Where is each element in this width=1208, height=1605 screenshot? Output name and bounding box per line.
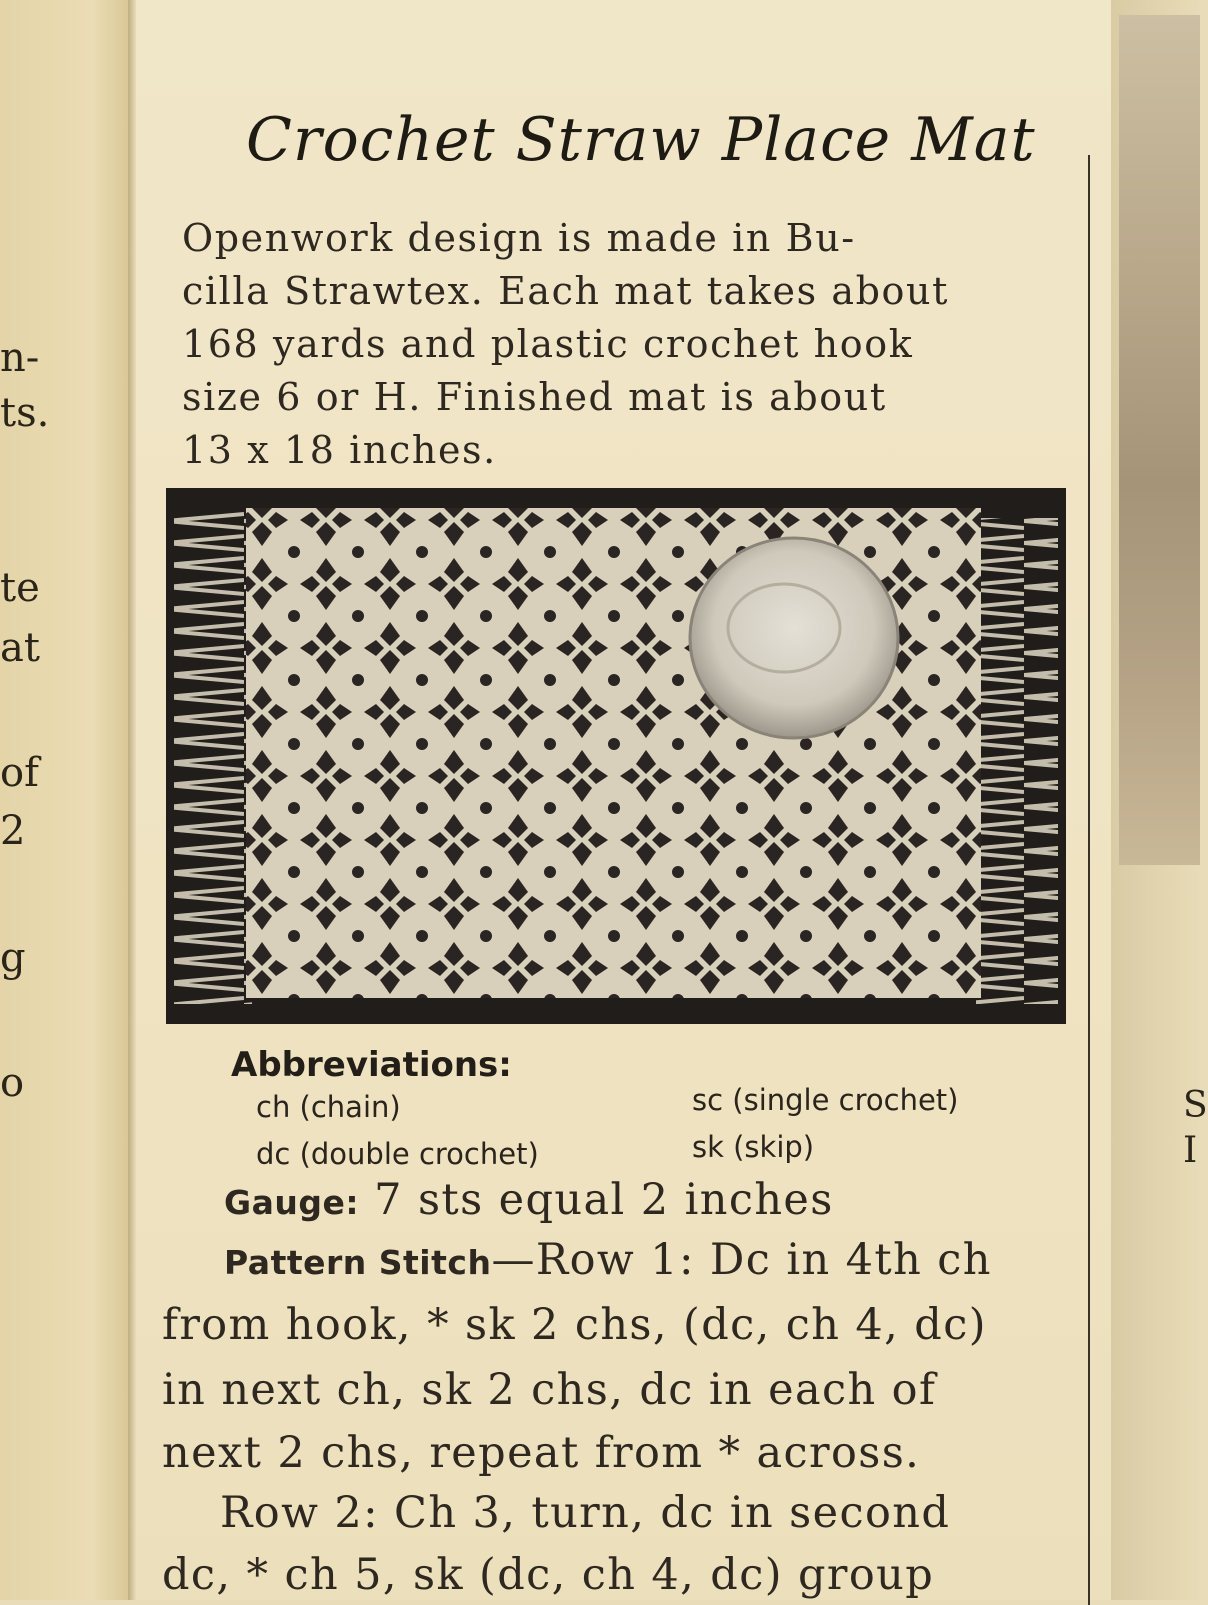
main-page: [136, 0, 1111, 1600]
left-fragment: ts.: [0, 390, 50, 436]
left-fragment: te: [0, 565, 40, 611]
pattern-line: Row 2: Ch 3, turn, dc in second: [220, 1488, 951, 1538]
left-fragment: n-: [0, 335, 40, 381]
pattern-line: [224, 1235, 1104, 1285]
left-fragment: g: [0, 935, 26, 981]
right-fragment: S: [1183, 1085, 1208, 1126]
left-fragment: 2: [0, 808, 26, 854]
abbreviation-item: sc (single crochet): [692, 1083, 959, 1117]
pattern-text: —Row 1: Dc in 4th ch: [491, 1235, 992, 1285]
intro-line: cilla Strawtex. Each mat takes about: [182, 269, 949, 313]
gauge-label: Gauge:: [224, 1183, 360, 1222]
intro-line: 13 x 18 inches.: [182, 428, 497, 472]
abbreviation-item: ch (chain): [256, 1090, 401, 1124]
abbreviation-item: dc (double crochet): [256, 1137, 539, 1171]
pattern-line: in next ch, sk 2 chs, dc in each of: [162, 1365, 937, 1415]
left-fragment: of: [0, 750, 39, 796]
pattern-label: Pattern Stitch: [224, 1243, 492, 1282]
pattern-line: from hook, * sk 2 chs, (dc, ch 4, dc): [162, 1300, 987, 1350]
intro-line: 168 yards and plastic crochet hook: [182, 322, 914, 366]
left-fragment: o: [0, 1060, 25, 1106]
right-page-photo: [1119, 15, 1200, 865]
gauge-line: [224, 1175, 1104, 1225]
right-facing-page: [1111, 0, 1208, 1600]
pattern-line: next 2 chs, repeat from * across.: [162, 1428, 921, 1478]
intro-line: Openwork design is made in Bu-: [182, 216, 856, 260]
abbreviations-heading: Abbreviations:: [231, 1045, 512, 1085]
left-fragment: at: [0, 625, 40, 671]
place-mat-photo: [166, 488, 1066, 1024]
intro-line: size 6 or H. Finished mat is about: [182, 375, 887, 419]
column-rule: [1088, 155, 1090, 1605]
pattern-line: dc, * ch 5, sk (dc, ch 4, dc) group: [162, 1550, 935, 1600]
page-title: Crochet Straw Place Mat: [246, 105, 1036, 175]
place-mat-illustration: [166, 488, 1066, 1024]
right-fragment: I: [1183, 1130, 1198, 1171]
left-facing-page: [0, 0, 132, 1600]
abbreviation-item: sk (skip): [692, 1130, 815, 1164]
gauge-text: 7 sts equal 2 inches: [359, 1175, 834, 1225]
intro-paragraph: [182, 212, 1062, 477]
